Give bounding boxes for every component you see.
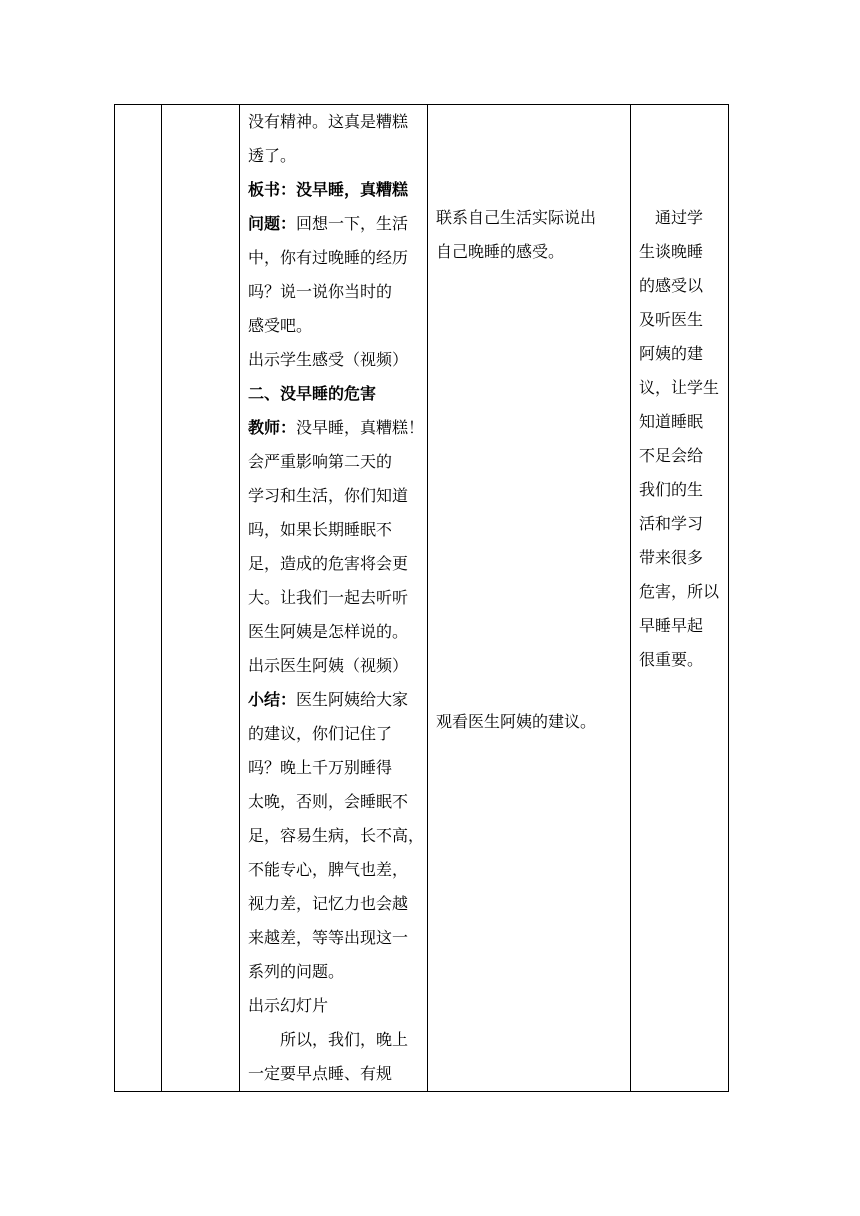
content-line bbox=[248, 1023, 427, 1057]
content-line-bold-text: 教师： bbox=[248, 418, 297, 437]
content-line-text: 太晚，否则，会睡眠不 bbox=[248, 792, 409, 811]
content-line-text: 的建议，你们记住了 bbox=[248, 724, 393, 743]
content-line bbox=[248, 717, 427, 751]
content-line-text: 来越差，等等出现这一 bbox=[248, 928, 409, 947]
content-line bbox=[248, 615, 427, 649]
design-intent-text bbox=[631, 105, 728, 677]
content-line-bold-text: 板书：没早睡，真糟糕 bbox=[248, 180, 409, 199]
content-line bbox=[248, 139, 427, 173]
content-line-text: 一定要早点睡、有规 bbox=[248, 1064, 393, 1083]
content-line-text: 医生阿姨给大家 bbox=[296, 690, 409, 709]
content-line-text: 学习和生活，你们知道 bbox=[248, 486, 409, 505]
content-line-text: 回想一下，生活 bbox=[296, 214, 409, 233]
content-line-text: 透了。 bbox=[248, 146, 297, 165]
empty-cell-2 bbox=[162, 105, 240, 1092]
lesson-plan-table bbox=[114, 104, 729, 1092]
content-line-text: 所以，我们，晚上 bbox=[280, 1030, 409, 1049]
intent-line: 通过学 bbox=[655, 208, 704, 227]
content-line-bold-text: 小结： bbox=[248, 690, 297, 709]
teaching-content-cell bbox=[240, 105, 428, 1092]
content-line-text: 大。让我们一起去听听 bbox=[248, 588, 409, 607]
content-line bbox=[248, 241, 427, 275]
intent-line: 很重要。 bbox=[639, 650, 704, 669]
intent-line: 的感受以 bbox=[639, 276, 704, 295]
content-line-text: 吗？说一说你当时的 bbox=[248, 282, 393, 301]
content-line-text: 不能专心，脾气也差， bbox=[248, 860, 409, 879]
student-activity-cell bbox=[428, 105, 631, 1092]
design-intent-cell bbox=[631, 105, 729, 1092]
intent-line: 阿姨的建 bbox=[639, 344, 704, 363]
content-line bbox=[248, 411, 427, 445]
content-line bbox=[248, 751, 427, 785]
table-row bbox=[115, 105, 729, 1092]
content-line bbox=[248, 343, 427, 377]
content-line-text: 足，造成的危害将会更 bbox=[248, 554, 409, 573]
teaching-content-text bbox=[240, 105, 427, 1091]
intent-line: 不足会给 bbox=[639, 446, 704, 465]
content-line bbox=[248, 785, 427, 819]
content-line bbox=[248, 921, 427, 955]
intent-line: 带来很多 bbox=[639, 548, 704, 567]
content-line-text: 吗？晚上千万别睡得 bbox=[248, 758, 393, 777]
activity-line: 自己晚睡的感受。 bbox=[436, 242, 565, 261]
content-line bbox=[248, 173, 427, 207]
intent-line: 议，让学生 bbox=[639, 378, 720, 397]
content-line-text: 系列的问题。 bbox=[248, 962, 345, 981]
student-activity-text bbox=[428, 105, 630, 739]
content-line bbox=[248, 819, 427, 853]
intent-line: 早睡早起 bbox=[639, 616, 704, 635]
content-line bbox=[248, 309, 427, 343]
content-line-text: 出示学生感受（视频） bbox=[248, 350, 409, 369]
content-line bbox=[248, 683, 427, 717]
content-line bbox=[248, 581, 427, 615]
intent-line: 我们的生 bbox=[639, 480, 704, 499]
content-line-text: 视力差，记忆力也会越 bbox=[248, 894, 409, 913]
content-line bbox=[248, 445, 427, 479]
content-line-bold-text: 二、没早睡的危害 bbox=[248, 384, 377, 403]
content-line bbox=[248, 547, 427, 581]
content-line bbox=[248, 207, 427, 241]
intent-line: 及听医生 bbox=[639, 310, 704, 329]
content-line bbox=[248, 1057, 427, 1091]
content-line-text: 没早睡，真糟糕！ bbox=[296, 418, 425, 437]
content-line bbox=[248, 479, 427, 513]
intent-line: 生谈晚睡 bbox=[639, 242, 704, 261]
content-line bbox=[248, 105, 427, 139]
content-line bbox=[248, 513, 427, 547]
content-line-text: 出示幻灯片 bbox=[248, 996, 329, 1015]
intent-line: 危害，所以 bbox=[639, 582, 720, 601]
activity-line: 联系自己生活实际说出 bbox=[436, 208, 597, 227]
content-line bbox=[248, 275, 427, 309]
content-line bbox=[248, 955, 427, 989]
content-line-text: 中，你有过晚睡的经历 bbox=[248, 248, 409, 267]
content-line-bold-text: 问题： bbox=[248, 214, 297, 233]
content-line bbox=[248, 649, 427, 683]
content-line-text: 感受吧。 bbox=[248, 316, 313, 335]
empty-cell-1 bbox=[115, 105, 162, 1092]
content-line bbox=[248, 377, 427, 411]
content-line-text: 出示医生阿姨（视频） bbox=[248, 656, 409, 675]
content-line-text: 吗，如果长期睡眠不 bbox=[248, 520, 393, 539]
content-line-text: 没有精神。这真是糟糕 bbox=[248, 112, 409, 131]
content-line-text: 会严重影响第二天的 bbox=[248, 452, 393, 471]
content-line-text: 医生阿姨是怎样说的。 bbox=[248, 622, 409, 641]
activity-line: 观看医生阿姨的建议。 bbox=[436, 712, 597, 731]
content-line bbox=[248, 853, 427, 887]
intent-line: 活和学习 bbox=[639, 514, 704, 533]
content-line bbox=[248, 989, 427, 1023]
content-line bbox=[248, 887, 427, 921]
content-line-text: 足，容易生病，长不高， bbox=[248, 826, 425, 845]
intent-line: 知道睡眠 bbox=[639, 412, 704, 431]
